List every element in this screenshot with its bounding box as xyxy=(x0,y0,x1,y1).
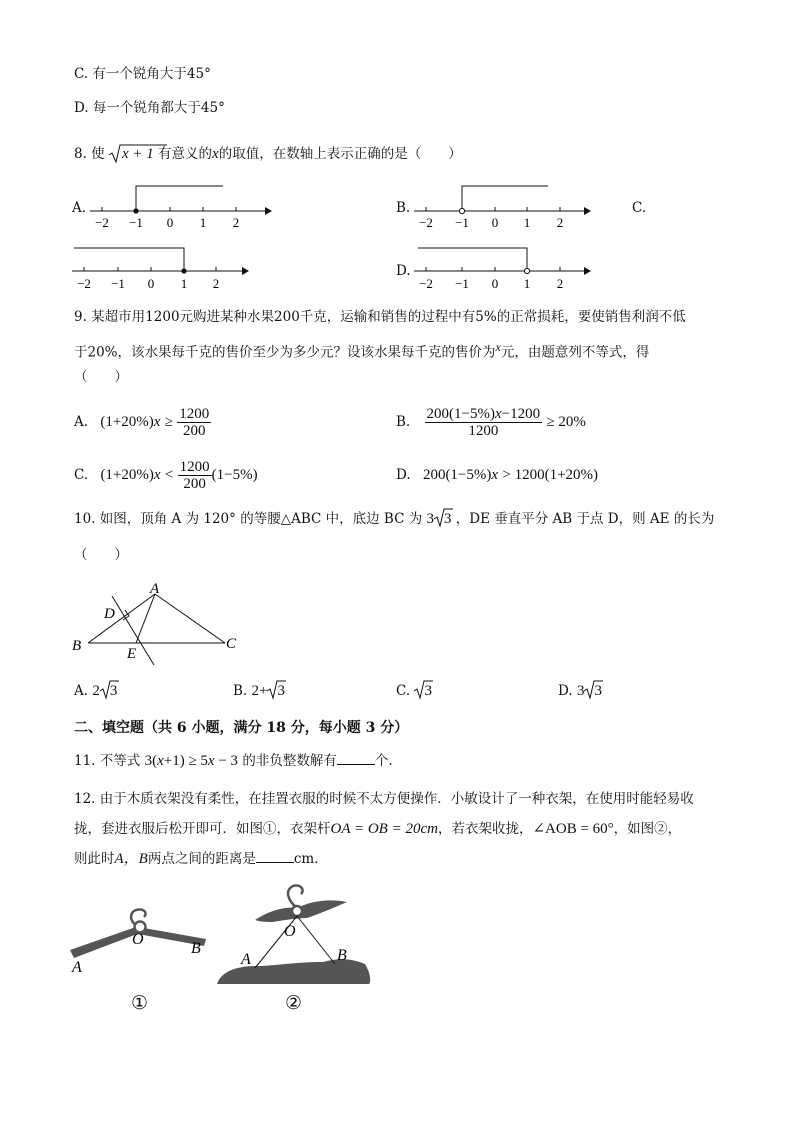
q8-numberline-a xyxy=(90,180,270,230)
q11-ineq-c: − 3 xyxy=(214,753,239,769)
tick-label: 1 xyxy=(523,215,531,230)
q9-c-lhs: (1+20%) xyxy=(100,467,154,483)
q9-a-lhs: (1+20%) xyxy=(100,414,154,430)
q9-d-var: x xyxy=(491,467,499,483)
q8-suffix: 的取值，在数轴上表示正确的是（ ） xyxy=(218,146,462,162)
q9-option-a xyxy=(74,403,211,441)
hanger-figure-2 xyxy=(215,878,375,990)
q10-c-sqrt xyxy=(414,682,432,700)
q9-a-den: 200 xyxy=(183,423,206,439)
q9-b-num-pre: 200(1−5%) xyxy=(426,406,495,422)
q9-b-den: 1200 xyxy=(468,423,499,439)
q8-label-b: B. xyxy=(396,200,411,216)
q10-option-c xyxy=(396,682,432,700)
q11-x1: x xyxy=(157,753,164,769)
q10-b-sqrt xyxy=(267,682,285,700)
q10-a-label: A. xyxy=(74,683,89,699)
q10-option-a xyxy=(74,682,117,700)
q11-ineq-b: +1) ≥ 5 xyxy=(163,753,208,769)
q9-b-fraction xyxy=(425,406,543,439)
q12-ab: A，B xyxy=(114,851,148,867)
q10-a-coef: 2 xyxy=(92,683,100,699)
q11-x2: x xyxy=(207,753,215,769)
q10-d-label: D. xyxy=(558,683,573,699)
q10-c-label: C. xyxy=(396,683,411,699)
q12-line3-mid: 两点之间的距离是 xyxy=(147,851,256,867)
tick-label: 2 xyxy=(556,276,564,291)
q8-label-c: C. xyxy=(632,200,647,216)
fig1-label-o: O xyxy=(132,931,144,948)
q12-line3 xyxy=(74,850,328,868)
radical-sign-icon xyxy=(414,680,434,700)
tick-label: 0 xyxy=(491,215,499,230)
tick-label: 0 xyxy=(147,276,155,291)
q10-coef: 3 xyxy=(426,511,434,527)
q9-line2-post: 元，由题意列不等式，得 xyxy=(500,344,650,361)
q9-c-fraction xyxy=(178,459,212,492)
q9-b-num-var: x xyxy=(494,406,502,422)
q8-label-a: A. xyxy=(72,200,87,216)
q7-option-d: D. 每一个锐角都大于45° xyxy=(74,100,225,116)
q10-d-coef: 3 xyxy=(576,683,585,699)
q11-post2: 个. xyxy=(374,753,393,769)
radical-sign-icon xyxy=(434,508,454,528)
q8-stem xyxy=(74,145,462,163)
section-heading: 二、填空题（共 6 小题，满分 18 分，每小题 3 分） xyxy=(74,720,409,736)
q7-option-c: C. 有一个锐角大于45° xyxy=(74,66,211,82)
q9-b-rhs: ≥ 20% xyxy=(546,414,586,430)
q9-a-label: A. xyxy=(74,414,89,430)
q9-line1: 9. 某超市用1200元购进某种水果200千克，运输和销售的过程中有5%的正常损耗，要使销售利润不低 xyxy=(74,309,686,325)
q10-blank-paren: （ ） xyxy=(74,547,128,563)
tick-label: −1 xyxy=(455,215,469,230)
radical-sign-icon xyxy=(584,680,604,700)
vertex-label-b: B xyxy=(72,638,82,654)
q10-d-sqrt xyxy=(584,682,602,700)
vertex-label-c: C xyxy=(226,636,237,652)
tick-label: −2 xyxy=(419,215,433,230)
vertex-label-d: D xyxy=(104,606,115,622)
q9-c-op: < xyxy=(164,467,174,483)
tick-label: −2 xyxy=(77,276,91,291)
q12-answer-blank[interactable] xyxy=(256,850,294,863)
tick-label: 1 xyxy=(199,215,207,230)
radical-sign-icon xyxy=(267,680,287,700)
q9-a-num: 1200 xyxy=(179,406,210,422)
q12-unit: cm． xyxy=(293,851,328,867)
q9-blank-paren: （ ） xyxy=(74,369,128,385)
q9-c-rhs: (1−5%) xyxy=(211,467,258,483)
q11-ineq-a: 3( xyxy=(144,753,158,769)
q10-b-coef: 2+ xyxy=(251,683,268,699)
q10-d-rad: 3 xyxy=(594,683,602,699)
radical-sign-icon xyxy=(100,680,120,700)
q9-c-num: 1200 xyxy=(179,459,210,475)
tick-label: −2 xyxy=(95,215,109,230)
tick-label: 1 xyxy=(180,276,188,291)
q9-c-label: C. xyxy=(74,467,89,483)
fig2-label-b: B xyxy=(337,947,347,964)
q10-option-b xyxy=(233,682,285,700)
q10-line1-pre: 10. 如图，顶角 A 为 120° 的等腰△ABC 中，底边 BC 为 xyxy=(74,511,423,527)
q8-middle: 有意义的 xyxy=(158,146,213,162)
tick-label: −1 xyxy=(455,276,469,291)
tick-label: 0 xyxy=(166,215,174,230)
fig2-caption: ② xyxy=(285,992,303,1014)
q10-line1 xyxy=(74,510,714,528)
tick-label: 0 xyxy=(491,276,499,291)
q8-prefix: 8. 使 xyxy=(74,146,105,162)
tick-label: 2 xyxy=(556,215,564,230)
tick-label: −2 xyxy=(419,276,433,291)
tick-label: 2 xyxy=(212,276,220,291)
q9-line2-pre: 于20%，该水果每千克的售价至少为多少元？设该水果每千克的售价为 xyxy=(74,344,496,361)
q9-d-pre: 200(1−5%) xyxy=(422,467,492,483)
q8-numberline-b xyxy=(414,180,594,230)
q10-sqrt xyxy=(434,510,452,528)
q10-c-rad: 3 xyxy=(424,683,432,699)
q12-angle: ∠AOB = 60° xyxy=(532,821,614,837)
q12-eq: OA = OB = 20cm xyxy=(330,821,438,837)
q9-d-post: > 1200(1+20%) xyxy=(502,467,599,483)
q9-a-var: x xyxy=(153,414,161,430)
vertex-label-e: E xyxy=(127,646,137,662)
q9-b-num xyxy=(425,406,543,423)
fig2-label-o: O xyxy=(284,923,296,940)
q9-option-b xyxy=(396,403,586,441)
fig1-label-a: A xyxy=(72,959,82,976)
q8-numberline-c xyxy=(72,243,252,293)
q8-numberline-d xyxy=(414,243,594,293)
q9-c-den: 200 xyxy=(183,476,206,492)
q9-b-num-post: −1200 xyxy=(501,406,541,422)
q10-option-d xyxy=(558,682,602,700)
q9-line2 xyxy=(74,338,649,362)
q12-line3-pre: 则此时 xyxy=(74,851,115,867)
fig2-label-a: A xyxy=(241,951,251,968)
hanger-figure-1 xyxy=(68,880,218,980)
q11-answer-blank[interactable] xyxy=(337,752,375,765)
q10-a-sqrt xyxy=(100,682,118,700)
tick-label: −1 xyxy=(129,215,143,230)
q10-radicand: 3 xyxy=(444,511,452,527)
fig1-caption: ① xyxy=(131,992,149,1014)
tick-label: −1 xyxy=(111,276,125,291)
vertex-label-a: A xyxy=(150,581,160,597)
q9-b-label: B. xyxy=(396,414,411,430)
radical-sign-icon xyxy=(109,144,169,164)
q12-line1: 12. 由于木质衣架没有柔性，在挂置衣服的时候不太方便操作．小敏设计了一种衣架，在使用时能轻易收 xyxy=(74,791,694,807)
q10-b-label: B. xyxy=(233,683,248,699)
tick-label: 1 xyxy=(523,276,531,291)
q12-line2-mid: ，若衣架收拢， xyxy=(437,821,533,837)
q9-a-op: ≥ xyxy=(164,414,173,430)
q10-line1-post: ，DE 垂直平分 AB 于点 D，则 AE 的长为 xyxy=(455,511,715,527)
q9-c-var: x xyxy=(153,467,161,483)
q12-line2 xyxy=(74,820,681,838)
q10-triangle-figure xyxy=(70,578,250,668)
q9-d-label: D. xyxy=(396,467,411,483)
q8-radicand: x + 1 xyxy=(121,146,154,162)
q12-line2-post: ，如图②， xyxy=(613,821,682,837)
q8-var: x xyxy=(212,146,219,162)
q8-label-d: D. xyxy=(396,263,411,279)
fig1-label-b: B xyxy=(191,940,201,957)
q11-pre: 11. 不等式 xyxy=(74,753,141,769)
q9-var: x xyxy=(495,340,501,354)
q9-option-d xyxy=(396,456,598,494)
q8-sqrt xyxy=(109,145,154,163)
q11-stem xyxy=(74,752,393,770)
q9-option-c xyxy=(74,456,258,494)
q9-a-fraction xyxy=(177,406,211,439)
tick-label: 2 xyxy=(232,215,240,230)
q11-post: 的非负整数解有 xyxy=(242,753,337,769)
q10-a-rad: 3 xyxy=(109,683,118,699)
q10-b-rad: 3 xyxy=(277,683,285,699)
q12-line2-pre: 拢，套进衣服后松开即可．如图①，衣架杆 xyxy=(74,821,331,837)
